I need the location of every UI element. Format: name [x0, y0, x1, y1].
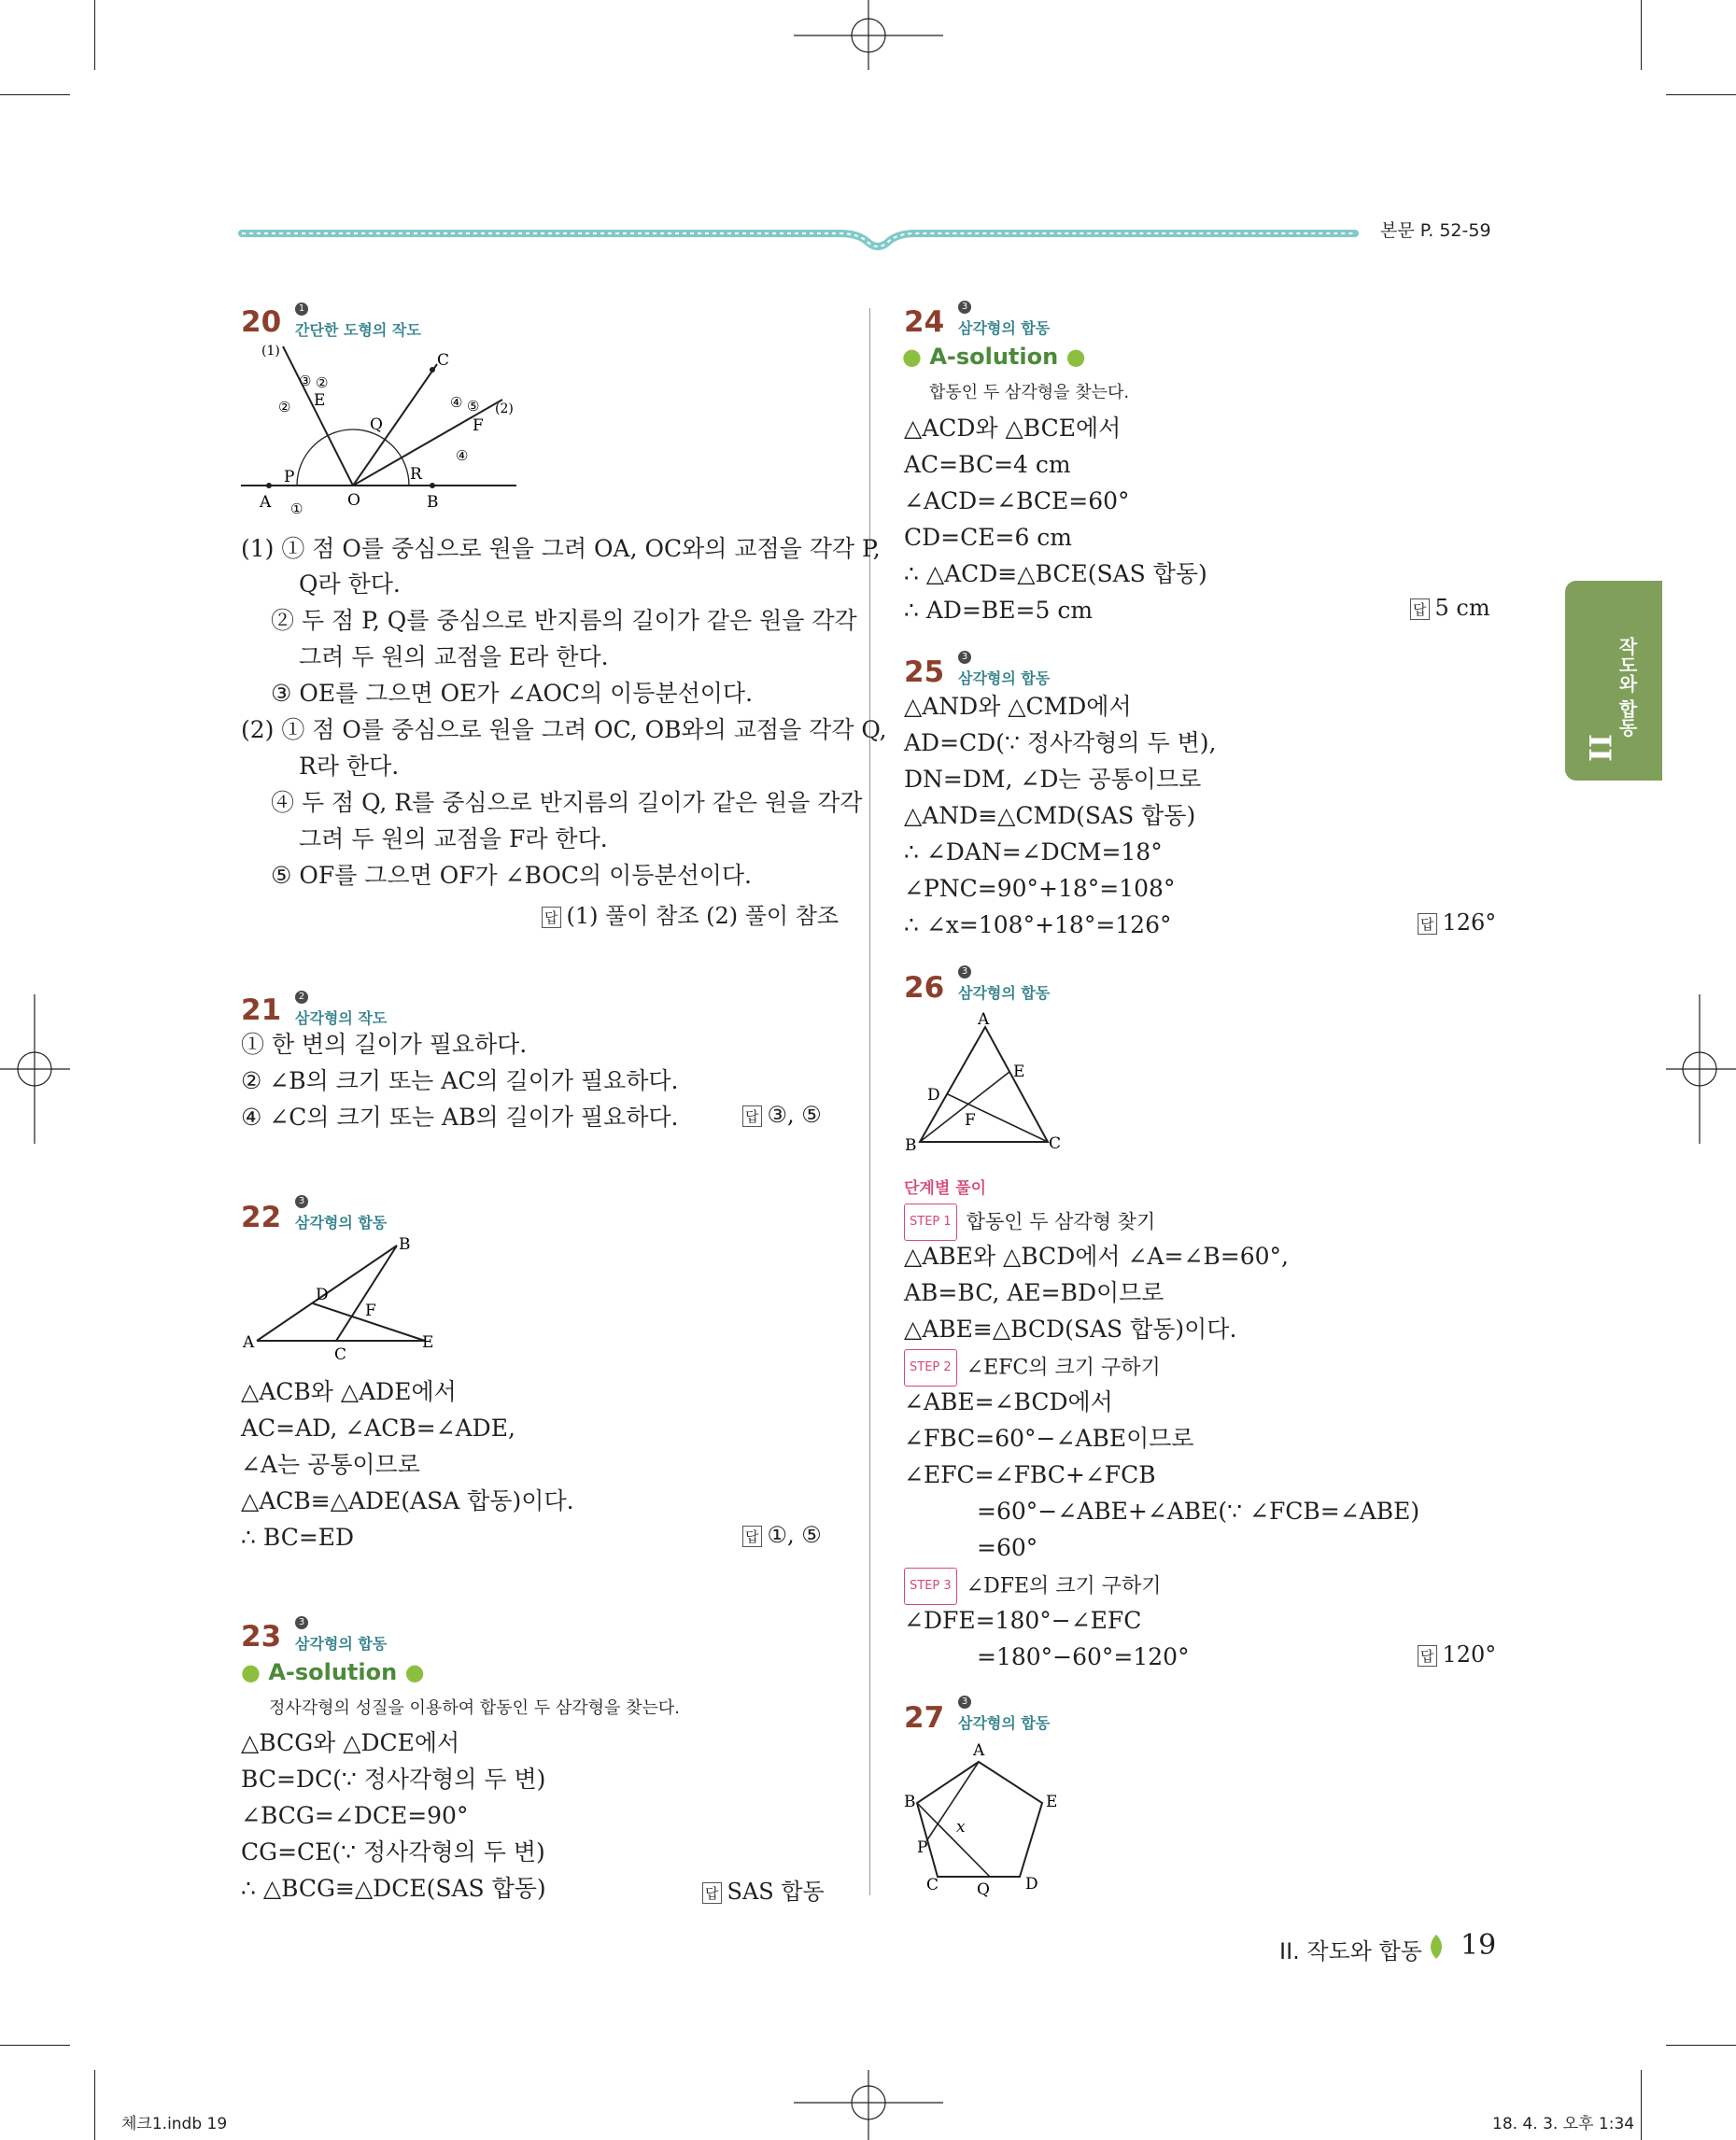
problem-number: 20 [241, 305, 282, 339]
difficulty-badge: 3 [958, 965, 971, 978]
figure-label: E [314, 391, 326, 410]
answer-mark: 답 [1418, 913, 1437, 935]
figure-label: D [316, 1286, 329, 1304]
solution-line: =180°−60°=120° [977, 1643, 1190, 1670]
solution-hint: 합동인 두 삼각형을 찾는다. [929, 383, 1130, 402]
figure-label: Q [370, 415, 383, 434]
solution-line: ③ OE를 그으면 OE가 ∠AOC의 이등분선이다. [271, 680, 754, 707]
problem-number: 27 [904, 1701, 945, 1735]
problem-topic: 삼각형의 합동 [958, 669, 1051, 687]
answer-text: SAS 합동 [727, 1879, 825, 1905]
solution-line: ∠ACD=∠BCE=60° [904, 487, 1130, 514]
figure-pentagon [898, 1739, 1066, 1897]
figure-label: E [1013, 1063, 1025, 1081]
solution-line: ④ 두 점 Q, R를 중심으로 반지름의 길이가 같은 원을 각각 [271, 789, 863, 816]
answer-text: 126° [1442, 909, 1497, 936]
solution-line: ∴ △BCG≡△DCE(SAS 합동) [241, 1875, 546, 1902]
solution-line: △BCG와 △DCE에서 [241, 1729, 460, 1756]
crop-mark [1641, 2070, 1642, 2140]
difficulty-badge: 3 [295, 1195, 308, 1208]
solution-line: △ACB와 △ADE에서 [241, 1378, 457, 1405]
figure-label: ① [290, 500, 303, 517]
figure-label: B [399, 1235, 411, 1254]
solution-line: ∴ BC=ED [241, 1524, 355, 1551]
solution-line: △ABE≡△BCD(SAS 합동)이다. [904, 1316, 1237, 1343]
step-tag: STEP 3 [904, 1568, 957, 1605]
figure-label: ④ [456, 447, 469, 464]
figure-label: B [905, 1136, 917, 1155]
solution-line: ⑤ OF를 그으면 OF가 ∠BOC의 이등분선이다. [271, 862, 752, 889]
figure-label: C [334, 1345, 347, 1364]
a-solution-label: A-solution [268, 1659, 398, 1685]
answer [702, 1873, 825, 1906]
figure-label: x [956, 1818, 966, 1837]
figure-label: (2) [495, 401, 514, 416]
step-heading [904, 1568, 1162, 1605]
answer-text: (1) 풀이 참조 (2) 풀이 참조 [566, 903, 840, 929]
answer-mark: 답 [742, 1526, 762, 1547]
crop-mark [0, 94, 70, 95]
solution-line: ∠FBC=60°−∠ABE이므로 [904, 1425, 1194, 1452]
difficulty-badge: 3 [958, 651, 971, 664]
figure-label: ③ [299, 373, 312, 389]
answer-mark: 답 [542, 907, 561, 928]
registration-mark-top [794, 0, 943, 75]
stepwise-title: 단계별 풀이 [904, 1179, 987, 1198]
difficulty-badge: 2 [295, 991, 308, 1004]
answer [742, 1102, 822, 1128]
problem-topic: 삼각형의 작도 [295, 1009, 388, 1027]
step-title: ∠EFC의 크기 구하기 [966, 1356, 1161, 1380]
leaf-icon [1427, 1933, 1446, 1961]
figure-equilateral-triangle [901, 1008, 1069, 1158]
figure-label: E [422, 1333, 434, 1352]
figure-label: C [1049, 1134, 1062, 1153]
answer-mark: 답 [742, 1105, 762, 1127]
solution-line: R라 한다. [299, 753, 400, 780]
a-solution-heading: ● A-solution ● [241, 1659, 425, 1685]
step-tag: STEP 1 [904, 1204, 957, 1241]
crop-mark [1666, 2045, 1736, 2046]
figure-label: B [904, 1793, 916, 1811]
solution-line: △ABE와 △BCD에서 ∠A=∠B=60°, [904, 1243, 1289, 1270]
step-tag: STEP 2 [904, 1349, 957, 1387]
solution-line: △AND와 △CMD에서 [904, 693, 1132, 720]
solution-line: ∠EFC=∠FBC+∠FCB [904, 1461, 1156, 1488]
problem-number: 22 [241, 1201, 282, 1234]
problem-number: 24 [904, 305, 945, 339]
file-slug: 체크1.indb 19 [121, 2115, 228, 2133]
solution-line: △ACD와 △BCE에서 [904, 415, 1122, 442]
figure-label: ⑤ [467, 398, 480, 415]
solution-line: Q라 한다. [299, 570, 401, 598]
solution-line: ∴ ∠x=108°+18°=126° [904, 911, 1172, 938]
solution-line: CD=CE=6 cm [904, 524, 1073, 551]
solution-line: AB=BC, AE=BD이므로 [904, 1279, 1164, 1306]
solution-line: =60°−∠ABE+∠ABE(∵ ∠FCB=∠ABE) [977, 1498, 1420, 1525]
solution-line: BC=DC(∵ 정사각형의 두 변) [241, 1766, 546, 1793]
answer-text: ①, ⑤ [767, 1522, 822, 1548]
figure-label: A [978, 1010, 990, 1029]
figure-label: R [410, 465, 422, 484]
figure-label: P [284, 468, 295, 486]
answer-text: 120° [1442, 1641, 1497, 1668]
answer-text: ③, ⑤ [767, 1102, 822, 1128]
figure-label: D [927, 1086, 940, 1105]
answer [742, 1522, 822, 1548]
solution-line: ∴ AD=BE=5 cm [904, 597, 1094, 624]
problem-topic: 삼각형의 합동 [958, 984, 1051, 1002]
figure-label: O [347, 491, 360, 510]
difficulty-badge: 1 [295, 303, 308, 316]
solution-line: △AND≡△CMD(SAS 합동) [904, 802, 1196, 829]
solution-line: ∠PNC=90°+18°=108° [904, 875, 1176, 902]
registration-mark-right [1662, 994, 1736, 1144]
answer [1418, 1641, 1496, 1668]
side-tab-label: 작도와 합동 [1616, 637, 1638, 737]
figure-label: F [365, 1302, 376, 1320]
solution-line: DN=DM, ∠D는 공통이므로 [904, 766, 1202, 793]
registration-mark-left [0, 994, 75, 1144]
a-solution-label: A-solution [929, 344, 1059, 370]
crop-mark [0, 2045, 70, 2046]
answer [1418, 909, 1496, 936]
solution-line: (2) ① 점 O를 중심으로 원을 그려 OC, OB와의 교점을 각각 Q, [241, 716, 887, 743]
problem-topic: 삼각형의 합동 [958, 319, 1051, 337]
solution-line: ④ ∠C의 크기 또는 AB의 길이가 필요하다. [241, 1104, 679, 1131]
answer [542, 897, 839, 930]
answer-text: 5 cm [1434, 595, 1490, 621]
solution-hint: 정사각형의 성질을 이용하여 합동인 두 삼각형을 찾는다. [269, 1698, 680, 1718]
chapter-footer: II. 작도와 합동 [1279, 1938, 1422, 1964]
crop-mark [1666, 94, 1736, 95]
figure-label: ② [316, 374, 329, 391]
figure-label: ② [278, 399, 291, 415]
figure-label: ④ [450, 394, 463, 411]
answer [1410, 595, 1490, 621]
solution-line: ② 두 점 P, Q를 중심으로 반지름의 길이가 같은 원을 각각 [271, 607, 857, 634]
difficulty-badge: 3 [958, 1696, 971, 1709]
solution-line: AD=CD(∵ 정사각형의 두 변), [904, 729, 1217, 756]
difficulty-badge: 3 [958, 301, 971, 314]
answer-mark: 답 [1410, 598, 1430, 620]
solution-line: 그려 두 원의 교점을 E라 한다. [299, 643, 609, 670]
solution-line: (1) ① 점 O를 중심으로 원을 그려 OA, OC와의 교점을 각각 P, [241, 535, 881, 562]
page-number: 19 [1461, 1929, 1497, 1962]
answer-mark: 답 [702, 1882, 722, 1904]
solution-line: AC=BC=4 cm [904, 451, 1071, 478]
figure-label: (1) [261, 344, 280, 359]
step-title: 합동인 두 삼각형 찾기 [966, 1210, 1156, 1233]
problem-number: 25 [904, 655, 945, 689]
problem-topic: 삼각형의 합동 [295, 1214, 388, 1232]
solution-line: CG=CE(∵ 정사각형의 두 변) [241, 1838, 545, 1865]
solution-line: ∴ ∠DAN=∠DCM=18° [904, 838, 1163, 866]
solution-line: ∠A는 공통이므로 [241, 1451, 420, 1478]
side-tab-roman: II [1581, 734, 1617, 762]
step-title: ∠DFE의 크기 구하기 [966, 1574, 1162, 1598]
problem-number: 23 [241, 1620, 282, 1654]
solution-line: ② ∠B의 크기 또는 AC의 길이가 필요하다. [241, 1067, 679, 1094]
step-heading [904, 1204, 1155, 1241]
difficulty-badge: 3 [295, 1616, 308, 1629]
crop-mark [94, 0, 95, 70]
solution-line: △ACB≡△ADE(ASA 합동)이다. [241, 1487, 574, 1514]
problem-topic: 간단한 도형의 작도 [295, 321, 421, 339]
problem-number: 26 [904, 971, 945, 1005]
figure-label: F [965, 1111, 976, 1130]
figure-label: P [917, 1838, 928, 1857]
figure-label: A [260, 493, 272, 512]
figure-label: A [973, 1741, 985, 1760]
chapter-side-tab [1565, 581, 1662, 781]
step-heading [904, 1349, 1161, 1387]
solution-line: AC=AD, ∠ACB=∠ADE, [241, 1415, 515, 1442]
solution-line: ∠DFE=180°−∠EFC [904, 1607, 1142, 1634]
crop-mark [94, 2070, 95, 2140]
solution-line: ∠ABE=∠BCD에서 [904, 1388, 1113, 1415]
problem-topic: 삼각형의 합동 [958, 1714, 1051, 1732]
solution-line: ∴ △ACD≡△BCE(SAS 합동) [904, 560, 1207, 587]
figure-label: E [1046, 1793, 1058, 1811]
figure-angle-bisector [241, 344, 530, 521]
figure-label: F [473, 416, 484, 435]
problem-number: 21 [241, 993, 282, 1027]
figure-label: A [243, 1333, 255, 1352]
problem-topic: 삼각형의 합동 [295, 1635, 388, 1653]
answer-mark: 답 [1418, 1645, 1437, 1667]
figure-label: D [1025, 1875, 1038, 1894]
print-timestamp: 18. 4. 3. 오후 1:34 [1492, 2115, 1635, 2133]
a-solution-heading: ● A-solution ● [902, 344, 1086, 370]
figure-label: B [427, 493, 439, 512]
figure-label: C [437, 351, 450, 370]
page-reference: 본문 P. 52-59 [1380, 220, 1491, 241]
crop-mark [1641, 0, 1642, 70]
figure-label: Q [977, 1880, 990, 1899]
header-ribbon [238, 220, 1359, 258]
figure-label: C [926, 1876, 939, 1894]
solution-line: ∠BCG=∠DCE=90° [241, 1802, 469, 1829]
solution-line: =60° [977, 1534, 1038, 1561]
figure-triangles-22 [238, 1232, 453, 1364]
solution-line: 그려 두 원의 교점을 F라 한다. [299, 825, 608, 852]
solution-line: ① 한 변의 길이가 필요하다. [241, 1031, 528, 1058]
registration-mark-bottom [794, 2065, 943, 2140]
